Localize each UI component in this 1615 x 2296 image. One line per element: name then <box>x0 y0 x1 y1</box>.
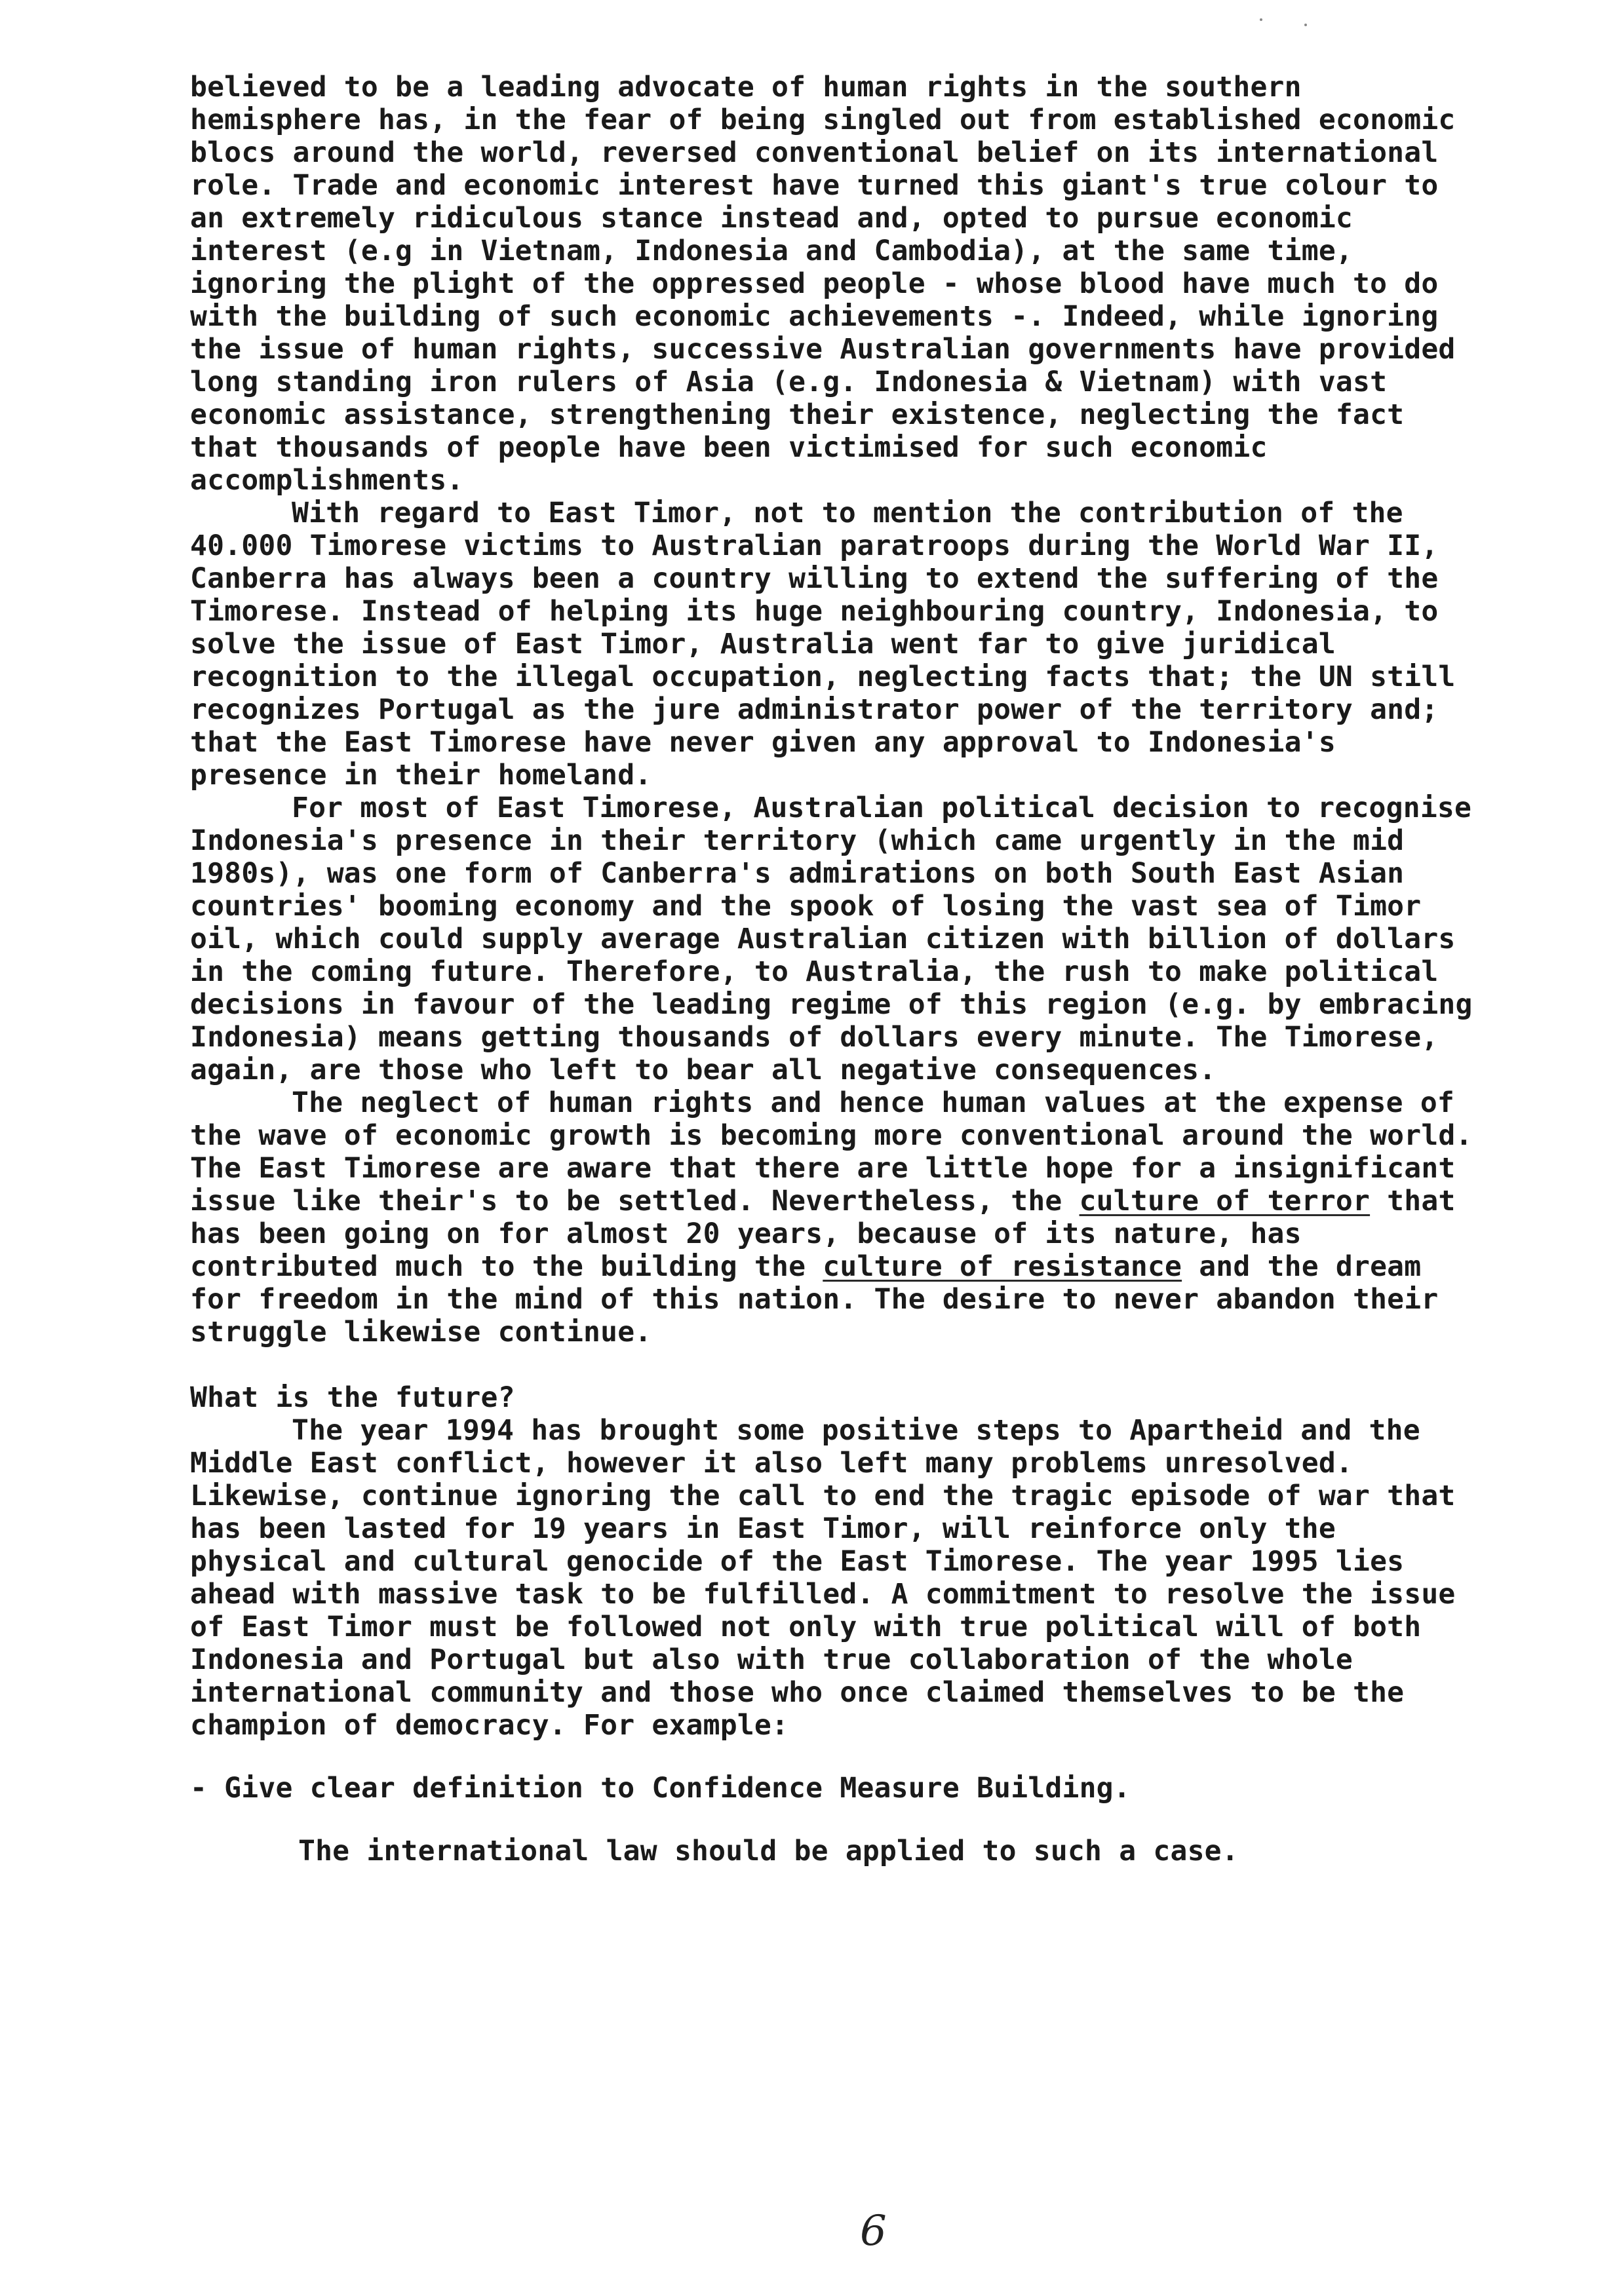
paper-speck <box>1260 18 1262 21</box>
underlined-phrase-culture-of-resistance: culture of resistance <box>823 1250 1182 1283</box>
underlined-phrase-culture-of-terror: culture of terror <box>1079 1185 1371 1217</box>
paragraph-6: The international law should be applied to such a case. <box>298 1835 1239 1867</box>
spacer <box>190 1349 1475 1381</box>
paragraph-2: With regard to East Timor, not to mention the contribution of the 40.000 Timorese victims to Australian paratroops during the World War II, Canberra has always been a country willing to extend the suffering of the Timorese. Instead of helping its huge neighbouring country, Indonesia, to solve the issue of East Timor, Australia went far to give juridical recognition to the illegal occupation, neglecting facts that; the UN still recognizes Portugal as the jure administrator power of the territory and; that the East Timorese have never given any approval to Indonesia's presence in their homeland. <box>190 497 1473 792</box>
paragraph-4-text-c: and the dream for freedom in the mind of this nation. The desire to never abandon their struggle likewise continue. <box>190 1250 1456 1349</box>
paragraph-5: The year 1994 has brought some positive steps to Apartheid and the Middle East conflict, however it also left many problems unresolved. Likewise, continue ignoring the call to end the tragic episode of war that has been lasted for 19 years in East Timor, will reinforce only the physical and cultural genocide of the East Timorese. The year 1995 lies ahead with massive task to be fulfilled. A commitment to resolve the issue of East Timor must be followed not only with true political will of both Indonesia and Portugal but also with true collaboration of the whole international community and those who once claimed themselves to be the champion of democracy. For example: <box>190 1414 1473 1742</box>
paragraph-4-text-a: The neglect of human rights and hence human values at the expense of the wave of economic growth is becoming more conventional around the world. The East Timorese are aware that there are little hope for a insignificant issue like their's to be settled. Nevertheless, the <box>190 1086 1490 1217</box>
paragraph-3: For most of East Timorese, Australian political decision to recognise Indonesia's presence in their territory (which came urgently in the mid 1980s), was one form of Canberra's admirations on both South East Asian countries' booming economy and the spook of losing the vast sea of Timor oil, which could supply average Australian citizen with billion of dollars in the coming future. Therefore, to Australia, the rush to make political decisions in favour of the leading regime of this region (e.g. by embracing Indonesia) means getting thousands of dollars every minute. The Timorese, again, are those who left to bear all negative consequences. <box>190 792 1490 1086</box>
paragraph-4 <box>190 1086 1490 1349</box>
spacer <box>190 1805 1475 1835</box>
section-heading: What is the future? <box>190 1381 515 1414</box>
paper-speck <box>1304 24 1307 26</box>
bullet-item: - Give clear definition to Confidence Measure Building. <box>190 1772 1131 1805</box>
page-number: 6 <box>860 2207 887 2255</box>
body-text <box>190 71 1490 1867</box>
paragraph-1: believed to be a leading advocate of human rights in the southern hemisphere has, in the fear of being singled out from established economic blocs around the world, reversed conventional belief on its international role. Trade and economic interest have turned this giant's true colour to an extremely ridiculous stance instead and, opted to pursue economic interest (e.g in Vietnam, Indonesia and Cambodia), at the same time, ignoring the plight of the oppressed people - whose blood have much to do with the building of such economic achievements -. Indeed, while ignoring the issue of human rights, successive Australian governments have provided long standing iron rulers of Asia (e.g. Indonesia & Vietnam) with vast economic assistance, strengthening their existence, neglecting the fact that thousands of people have been victimised for such economic accomplishments. <box>190 71 1473 497</box>
spacer <box>190 1742 1475 1772</box>
paragraph-4-text-b: that has been going on for almost 20 years, because of its nature, has contributed much to the building the <box>190 1185 1473 1283</box>
